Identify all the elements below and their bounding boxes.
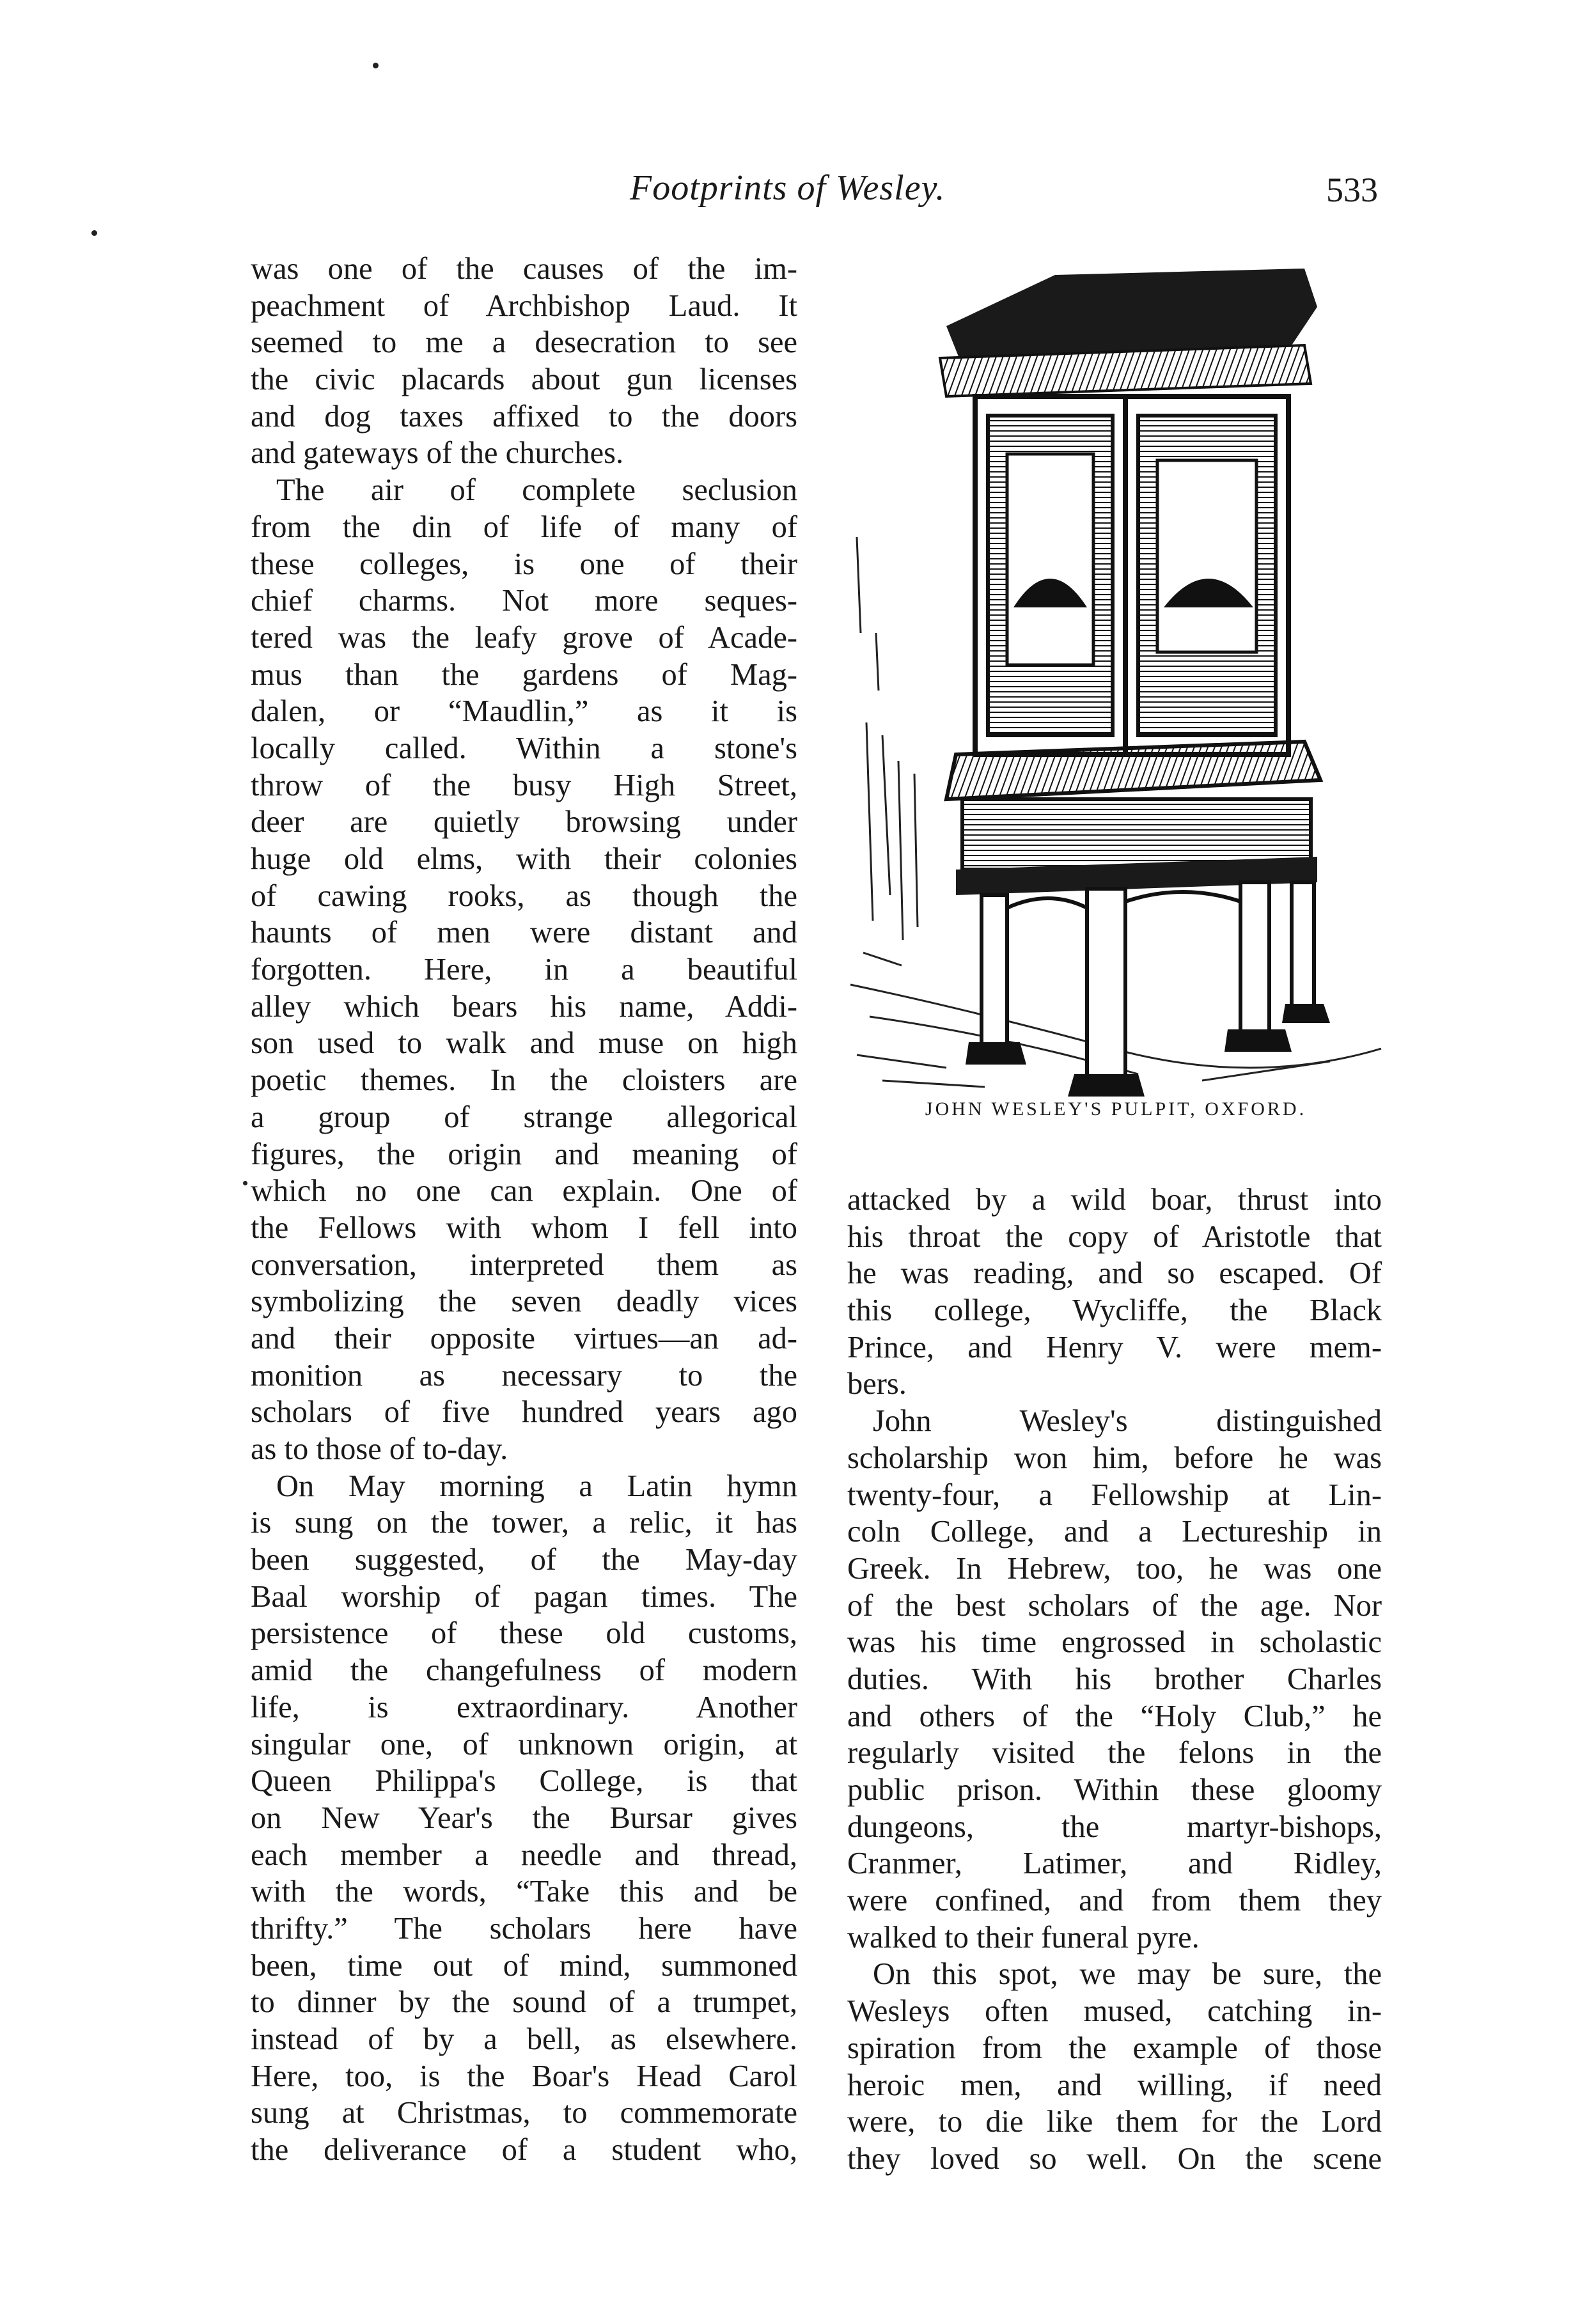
print-speck <box>91 230 97 236</box>
text-line: of the best scholars of the age. Nor <box>847 1588 1382 1623</box>
text-line: spiration from the example of those <box>847 2031 1382 2065</box>
text-line: each member a needle and thread, <box>251 1838 797 1872</box>
text-line: regularly visited the felons in the <box>847 1736 1382 1770</box>
text-line: Baal worship of pagan times. The <box>251 1579 797 1614</box>
text-line: on New Year's the Bursar gives <box>251 1800 797 1835</box>
text-line: conversation, interpreted them as <box>251 1247 797 1282</box>
text-line: seemed to me a desecration to see <box>251 325 797 360</box>
text-line: and gateways of the churches. <box>251 436 624 471</box>
text-line: been suggested, of the May-day <box>251 1543 797 1577</box>
text-line: amid the changefulness of modern <box>251 1653 797 1688</box>
text-line: Wesleys often mused, catching in- <box>847 1994 1382 2029</box>
text-line: alley which bears his name, Addi- <box>251 989 797 1024</box>
text-line: a group of strange allegorical <box>251 1100 797 1134</box>
text-line: thrifty.” The scholars here have <box>251 1911 797 1946</box>
text-line: the civic placards about gun licenses <box>251 363 797 397</box>
text-line: Greek. In Hebrew, too, he was one <box>847 1551 1382 1586</box>
text-line: duties. With his brother Charles <box>847 1662 1382 1696</box>
text-line: huge old elms, with their colonies <box>251 842 797 876</box>
text-line: and their opposite virtues—an ad- <box>251 1321 797 1355</box>
text-line: Here, too, is the Boar's Head Carol <box>251 2059 797 2093</box>
text-line: is sung on the tower, a relic, it has <box>251 1506 797 1540</box>
text-line: instead of by a bell, as elsewhere. <box>251 2022 797 2056</box>
text-line: were confined, and from them they <box>847 1884 1382 1918</box>
text-line: peachment of Archbishop Laud. It <box>251 288 797 323</box>
text-line: mus than the gardens of Mag- <box>251 657 797 692</box>
text-line: monition as necessary to the <box>251 1358 797 1393</box>
text-line: from the din of life of many of <box>251 510 797 544</box>
text-line: John Wesley's distinguished <box>873 1404 1382 1439</box>
text-line: forgotten. Here, in a beautiful <box>251 953 797 987</box>
text-line: throw of the busy High Street, <box>251 768 797 802</box>
text-line: he was reading, and so escaped. Of <box>847 1256 1382 1291</box>
text-line: deer are quietly browsing under <box>251 805 797 839</box>
text-line: figures, the origin and meaning of <box>251 1137 797 1171</box>
print-speck <box>373 63 379 68</box>
text-line: dungeons, the martyr-bishops, <box>847 1809 1382 1844</box>
text-line: dalen, or “Maudlin,” as it is <box>251 694 797 729</box>
text-line: was one of the causes of the im- <box>251 252 797 286</box>
text-line: as to those of to-day. <box>251 1432 508 1466</box>
text-line: the deliverance of a student who, <box>251 2133 797 2167</box>
text-line: singular one, of unknown origin, at <box>251 1727 797 1761</box>
text-line: scholarship won him, before he was <box>847 1441 1382 1475</box>
text-line: to dinner by the sound of a trumpet, <box>251 1985 797 2020</box>
text-line: On May morning a Latin hymn <box>276 1469 797 1503</box>
text-line: Cranmer, Latimer, and Ridley, <box>847 1847 1382 1881</box>
text-line: walked to their funeral pyre. <box>847 1920 1200 1955</box>
text-line: these colleges, is one of their <box>251 547 797 581</box>
text-line: symbolizing the seven deadly vices <box>251 1284 797 1319</box>
print-speck <box>243 1181 247 1185</box>
text-line: On this spot, we may be sure, the <box>873 1957 1382 1992</box>
text-line: twenty-four, a Fellowship at Lin- <box>847 1478 1382 1512</box>
text-line: poetic themes. In the cloisters are <box>251 1063 797 1098</box>
text-line: heroic men, and willing, if need <box>847 2068 1382 2102</box>
text-line: tered was the leafy grove of Acade- <box>251 620 797 655</box>
right-text-column <box>847 1182 1382 2178</box>
text-line: Prince, and Henry V. were mem- <box>847 1330 1382 1364</box>
text-line: son used to walk and muse on high <box>251 1026 797 1061</box>
page-number: 533 <box>1326 171 1378 209</box>
text-line: were, to die like them for the Lord <box>847 2105 1382 2139</box>
text-line: with the words, “Take this and be <box>251 1875 797 1909</box>
text-line: life, is extraordinary. Another <box>251 1690 797 1724</box>
pulpit-illustration <box>844 249 1394 1106</box>
text-line: scholars of five hundred years ago <box>251 1395 797 1430</box>
text-line: of cawing rooks, as though the <box>251 878 797 913</box>
illustration-caption: JOHN WESLEY'S PULPIT, OXFORD. <box>925 1098 1307 1120</box>
text-line: this college, Wycliffe, the Black <box>847 1293 1382 1328</box>
text-line: and others of the “Holy Club,” he <box>847 1699 1382 1733</box>
text-line: Queen Philippa's College, is that <box>251 1764 797 1799</box>
text-line: and dog taxes affixed to the doors <box>251 399 797 433</box>
text-line: chief charms. Not more seques- <box>251 584 797 618</box>
text-line: haunts of men were distant and <box>251 916 797 950</box>
text-line: public prison. Within these gloomy <box>847 1773 1382 1807</box>
text-line: bers. <box>847 1367 907 1402</box>
page-header <box>630 168 1378 219</box>
running-title: Footprints of Wesley. <box>630 168 946 208</box>
text-line: The air of complete seclusion <box>276 473 797 508</box>
text-line: persistence of these old customs, <box>251 1616 797 1651</box>
text-line: sung at Christmas, to commemorate <box>251 2096 797 2130</box>
text-line: the Fellows with whom I fell into <box>251 1210 797 1245</box>
left-text-column <box>251 251 797 2169</box>
text-line: coln College, and a Lectureship in <box>847 1515 1382 1549</box>
text-line: they loved so well. On the scene <box>847 2141 1382 2176</box>
text-line: attacked by a wild boar, thrust into <box>847 1183 1382 1217</box>
text-line: was his time engrossed in scholastic <box>847 1625 1382 1660</box>
text-line: which no one can explain. One of <box>251 1174 797 1208</box>
text-line: been, time out of mind, summoned <box>251 1948 797 1983</box>
text-line: his throat the copy of Aristotle that <box>847 1219 1382 1254</box>
text-line: locally called. Within a stone's <box>251 731 797 765</box>
